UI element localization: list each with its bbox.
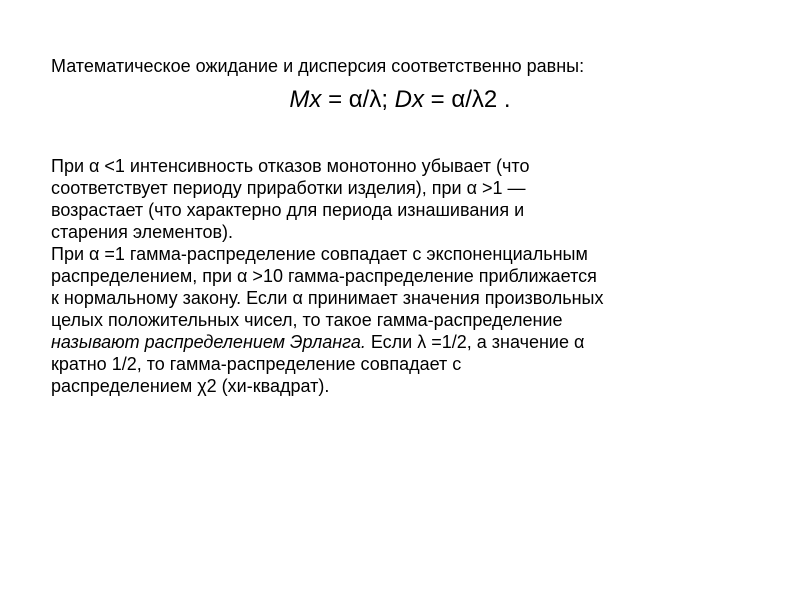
paragraph-line: распределением χ2 (хи-квадрат).: [51, 376, 330, 396]
paragraph-line: целых положительных чисел, то такое гамма-распределение: [51, 310, 563, 330]
paragraph-line: кратно 1/2, то гамма-распределение совпадает с: [51, 354, 462, 374]
erlang-term: называют распределением Эрланга.: [51, 332, 366, 352]
paragraph-line: распределением, при α >10 гамма-распределение приближается: [51, 266, 597, 286]
body-text: [51, 155, 791, 397]
paragraph-failure-rate: [51, 155, 791, 243]
paragraph-line: соответствует периоду приработки изделия), при α >1 —: [51, 178, 526, 198]
formula: [0, 85, 800, 115]
paragraph-gamma-distribution: [51, 243, 791, 397]
formula-dx-value: = α/λ2 .: [424, 86, 511, 113]
paragraph-line: старения элементов).: [51, 222, 234, 242]
intro-text: Математическое ожидание и дисперсия соответственно равны:: [51, 56, 585, 76]
paragraph-line: При α <1 интенсивность отказов монотонно убывает (что: [51, 156, 530, 176]
paragraph-line: При α =1 гамма-распределение совпадает с экспоненциальным: [51, 244, 588, 264]
formula-dx: Dx: [394, 86, 424, 113]
paragraph-line: [51, 331, 791, 353]
paragraph-line: к нормальному закону. Если α принимает значения произвольных: [51, 288, 604, 308]
formula-mx: Mx: [289, 86, 322, 113]
formula-mx-value: = α/λ;: [321, 86, 395, 113]
erlang-line-rest: Если λ =1/2, а значение α: [365, 332, 585, 352]
paragraph-line: возрастает (что характерно для периода изнашивания и: [51, 200, 525, 220]
